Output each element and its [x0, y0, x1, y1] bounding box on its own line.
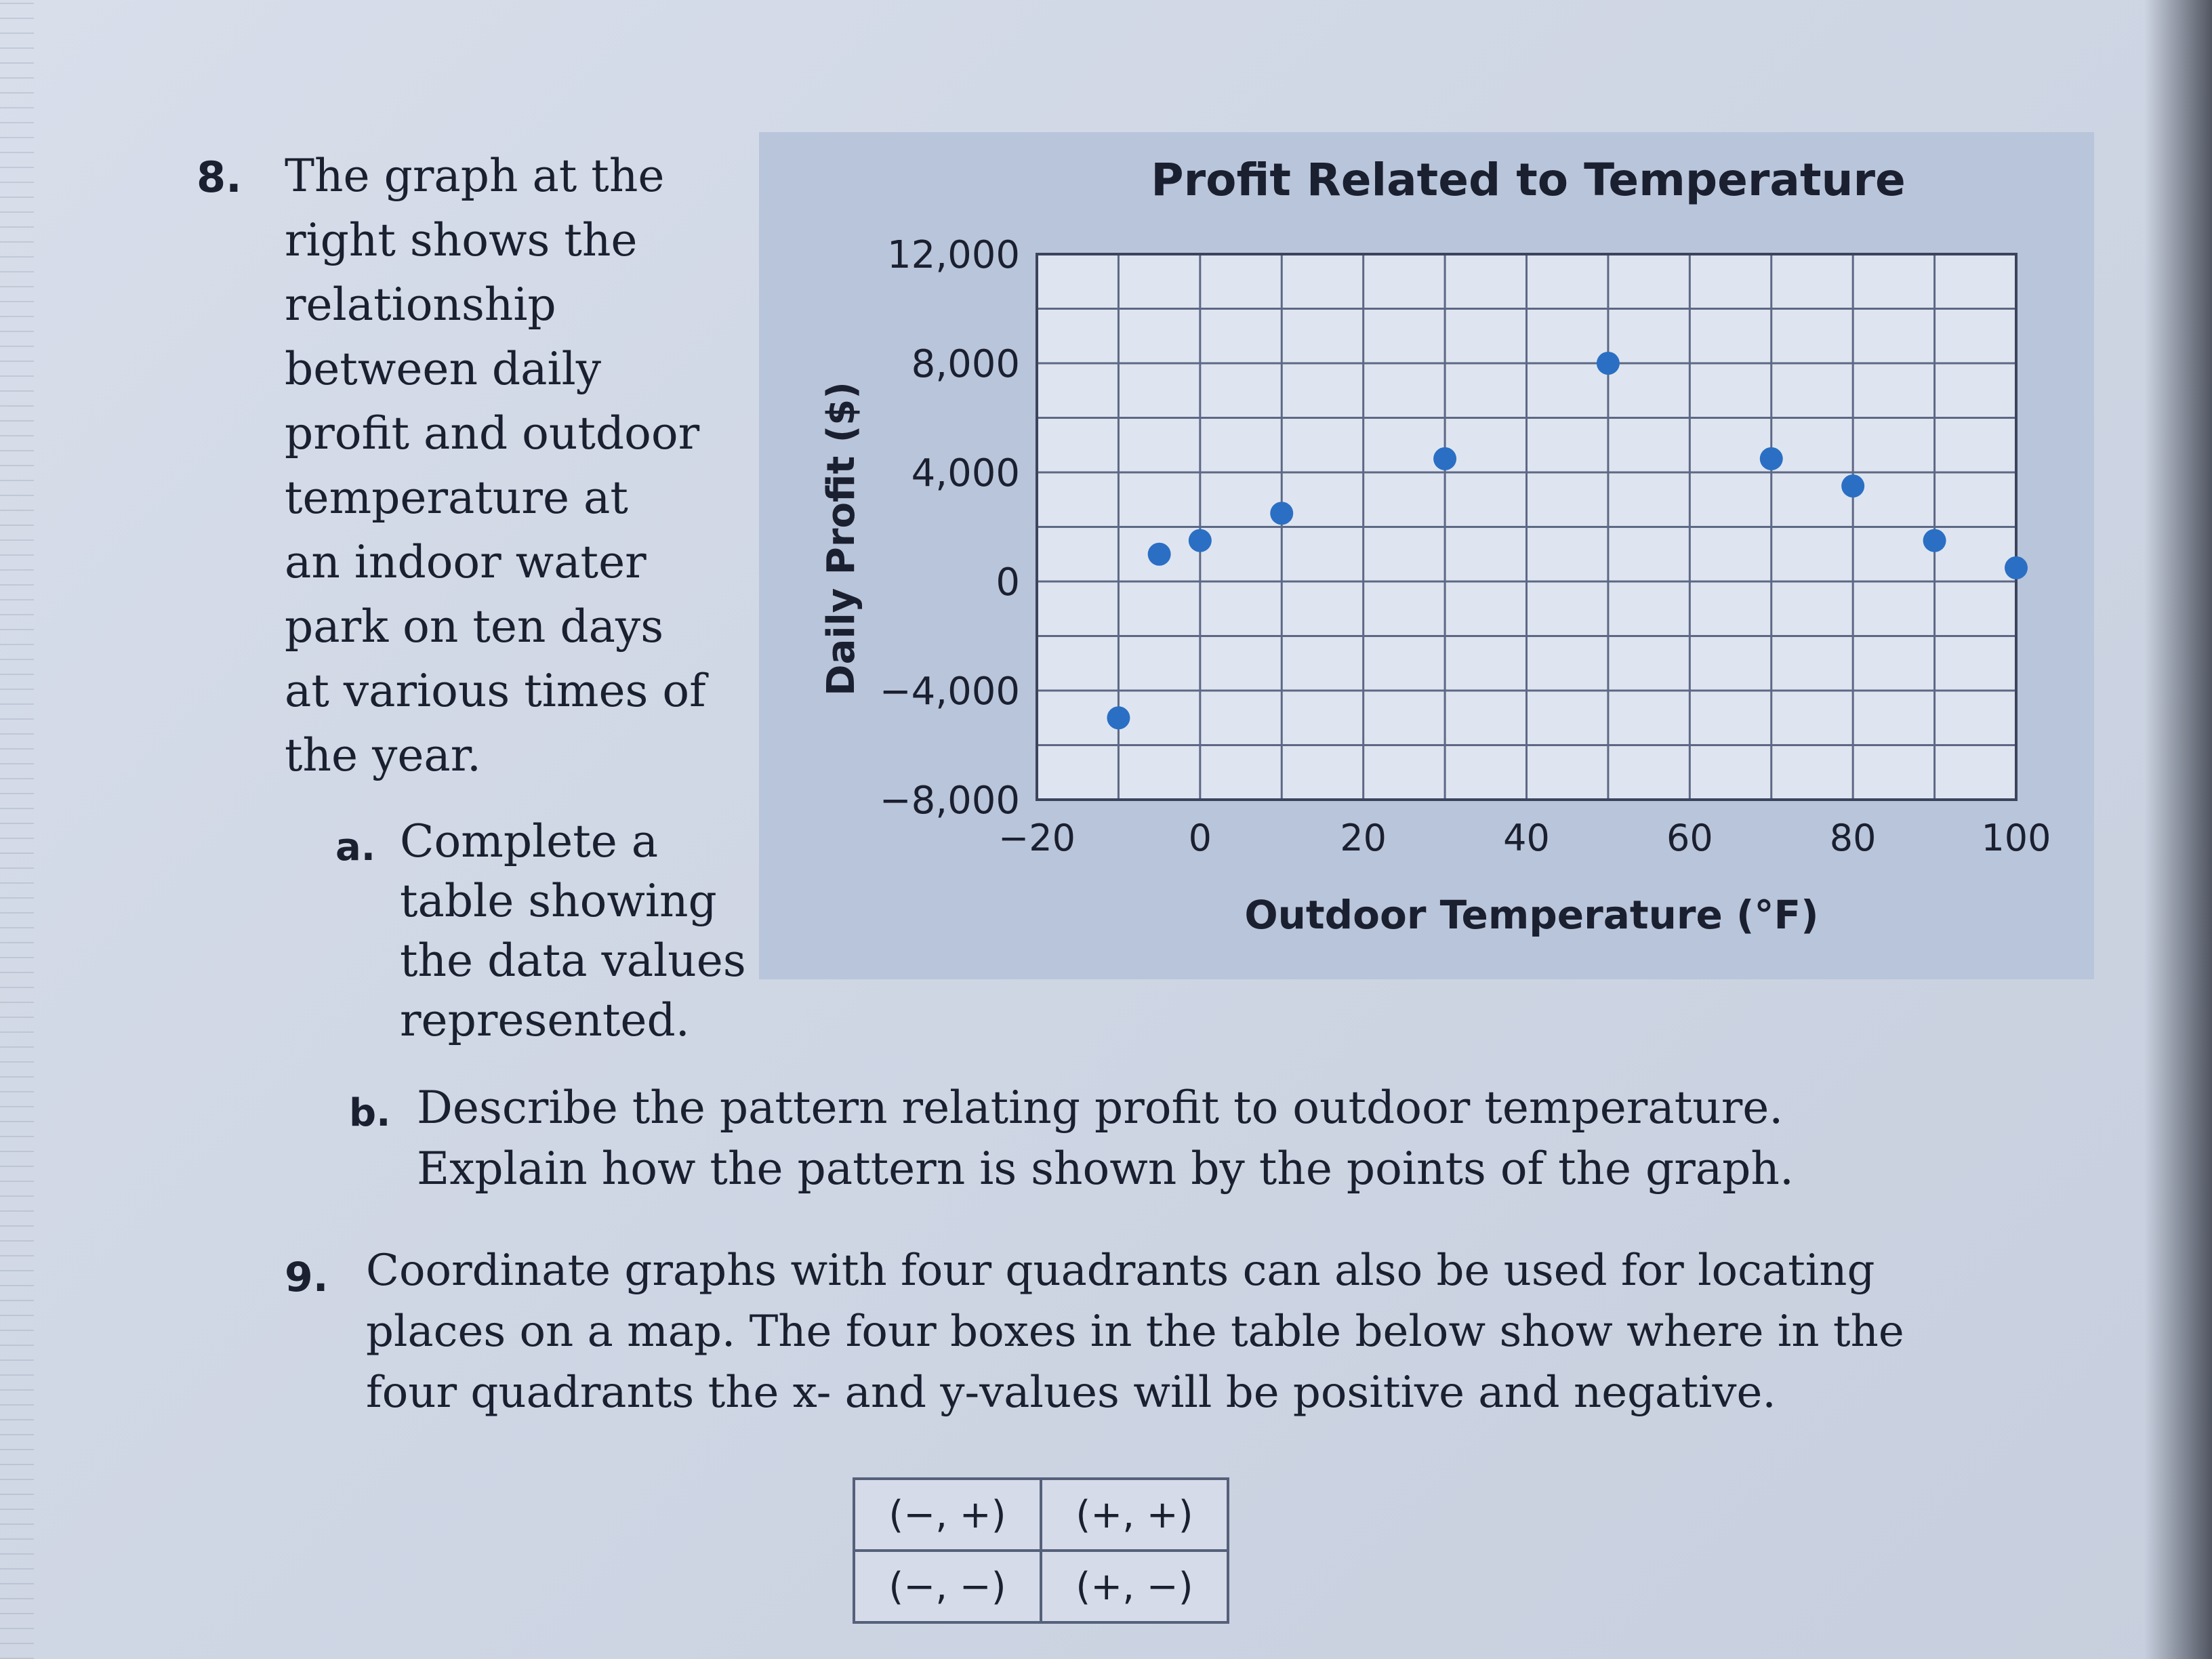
part-b-line: Explain how the pattern is shown by the points of the graph. — [417, 1143, 1794, 1195]
part-a-line: table showing — [400, 875, 717, 927]
data-point — [1107, 706, 1130, 729]
question-9-line: four quadrants the x- and y-values will be positive and negative. — [366, 1368, 1776, 1418]
x-tick-label: 20 — [1340, 817, 1387, 859]
question-9-line: places on a map. The four boxes in the table below show where in the — [366, 1307, 1904, 1357]
data-point — [1841, 474, 1864, 497]
question-9-number: 9. — [285, 1254, 329, 1301]
question-8-line: The graph at the — [285, 150, 665, 202]
x-tick-label: 80 — [1829, 817, 1877, 859]
y-tick-label: 8,000 — [911, 342, 1020, 386]
chart-panel — [759, 132, 2094, 979]
part-b-line: Describe the pattern relating profit to outdoor temperature. — [417, 1082, 1784, 1134]
data-point — [1923, 529, 1946, 552]
table-row — [854, 1551, 1228, 1622]
part-a-text — [400, 812, 746, 1050]
y-tick-label: 12,000 — [887, 233, 1020, 277]
data-point — [1433, 447, 1456, 470]
quadrant-cell: (−, −) — [854, 1551, 1041, 1622]
x-tick-label: 60 — [1666, 817, 1713, 859]
part-a-line: the data values — [400, 935, 746, 987]
x-tick-label: −20 — [998, 817, 1076, 859]
x-tick-label: 100 — [1981, 817, 2051, 859]
question-9-text — [366, 1240, 1904, 1423]
data-point — [1148, 543, 1171, 566]
part-a-line: Complete a — [400, 815, 659, 867]
data-point — [1270, 501, 1293, 525]
y-tick-label: 0 — [996, 560, 1020, 605]
question-8-line: profit and outdoor — [285, 407, 700, 459]
question-8-line: park on ten days — [285, 600, 664, 653]
question-8-line: at various times of — [285, 665, 706, 717]
quadrant-cell: (+, −) — [1041, 1551, 1228, 1622]
page-binding-shadow — [2144, 0, 2212, 1659]
part-b-label: b. — [349, 1091, 391, 1135]
question-8-line: relationship — [285, 279, 556, 331]
chart-grid — [1037, 254, 2016, 800]
question-8-number: 8. — [197, 152, 242, 202]
quadrant-cell: (+, +) — [1041, 1479, 1228, 1551]
scatter-chart — [759, 132, 2094, 979]
question-8-line: between daily — [285, 343, 602, 395]
table-row — [854, 1479, 1228, 1551]
question-8-text — [285, 144, 706, 787]
data-point — [2005, 556, 2028, 579]
question-8-line: an indoor water — [285, 536, 647, 588]
y-tick-label: 4,000 — [911, 451, 1020, 495]
question-8-line: temperature at — [285, 472, 628, 524]
data-point — [1597, 352, 1620, 375]
x-axis-label: Outdoor Temperature (°F) — [1244, 892, 1819, 938]
x-tick-label: 0 — [1188, 817, 1212, 859]
part-a-label: a. — [335, 825, 376, 869]
quadrant-cell: (−, +) — [854, 1479, 1041, 1551]
data-point — [1189, 529, 1212, 552]
y-tick-label: −4,000 — [879, 670, 1020, 714]
chart-title: Profit Related to Temperature — [1151, 154, 1906, 206]
y-tick-label: −8,000 — [879, 779, 1020, 823]
part-b-text — [417, 1078, 1794, 1200]
question-8-line: right shows the — [285, 214, 638, 266]
x-tick-label: 40 — [1503, 817, 1550, 859]
question-9-line: Coordinate graphs with four quadrants can also be used for locating — [366, 1246, 1875, 1296]
part-a-line: represented. — [400, 994, 690, 1046]
question-8-line: the year. — [285, 729, 482, 781]
graph-paper-edge — [0, 0, 34, 1659]
quadrant-sign-table — [853, 1477, 1229, 1624]
data-point — [1760, 447, 1783, 470]
y-axis-label: Daily Profit ($) — [819, 382, 863, 696]
